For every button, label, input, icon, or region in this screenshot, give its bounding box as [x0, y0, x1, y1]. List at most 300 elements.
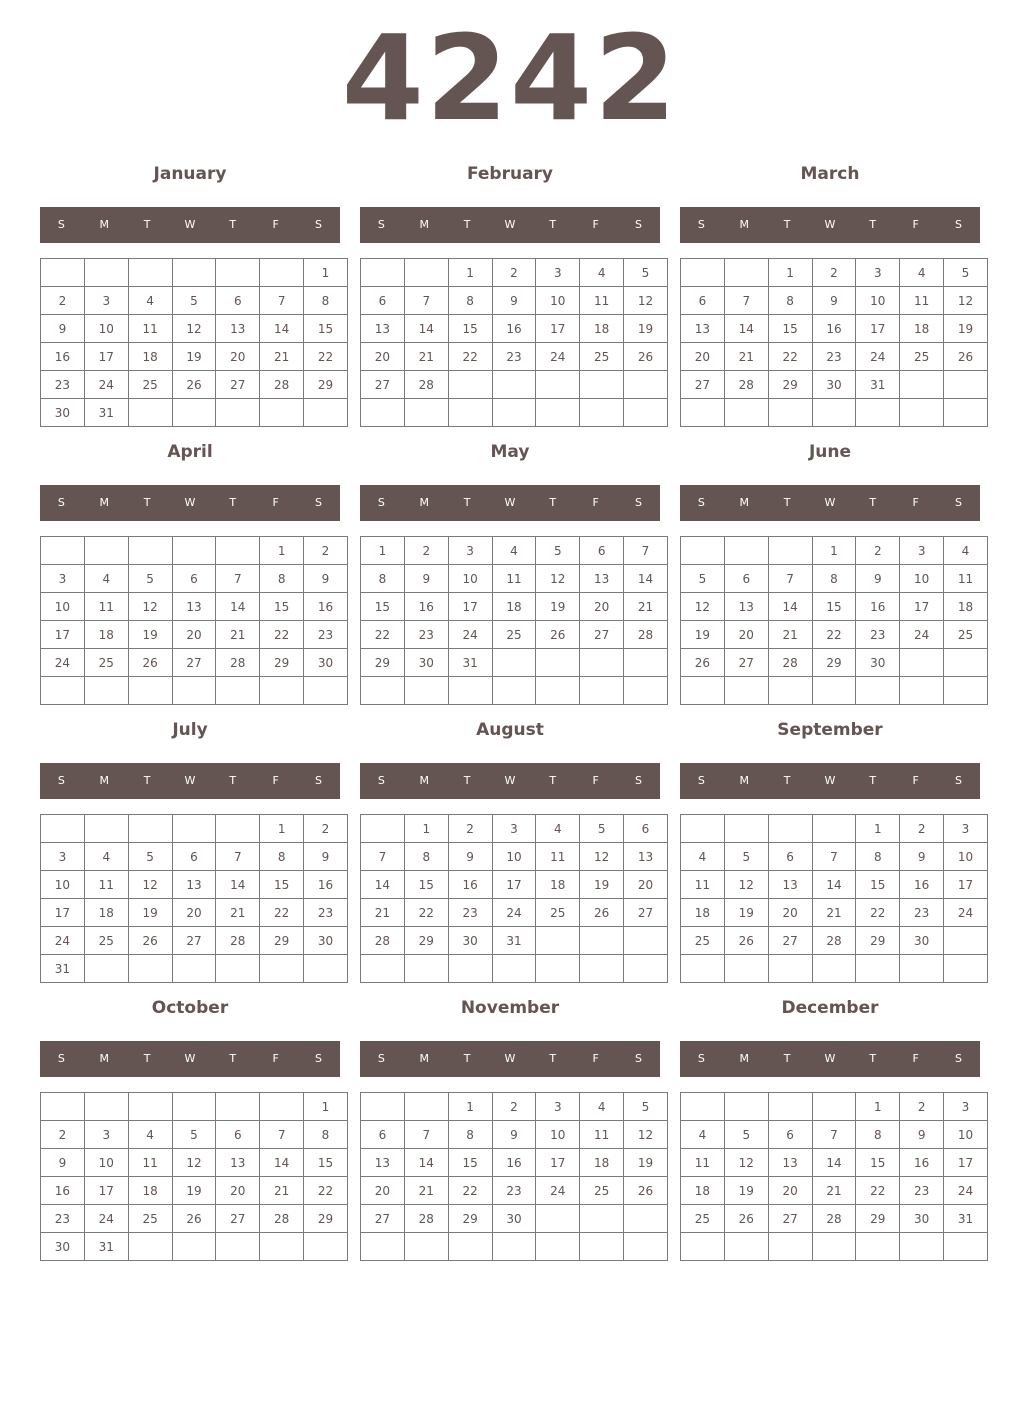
day-cell: 30: [304, 927, 348, 955]
day-cell: 6: [361, 1121, 405, 1149]
weekday-label: S: [954, 1052, 962, 1065]
day-cell: 5: [724, 843, 768, 871]
day-cell: 5: [128, 565, 172, 593]
month-march: [680, 162, 980, 428]
empty-day-cell: [724, 1233, 768, 1261]
day-cell: 15: [768, 315, 812, 343]
day-cell: 11: [580, 287, 624, 315]
week-row: [681, 371, 988, 399]
day-cell: 19: [724, 1177, 768, 1205]
week-row: [361, 1205, 668, 1233]
day-cell: 17: [41, 621, 85, 649]
day-cell: 2: [404, 537, 448, 565]
empty-day-cell: [172, 537, 216, 565]
day-cell: 23: [41, 371, 85, 399]
day-cell: 16: [448, 871, 492, 899]
day-cell: 4: [536, 815, 580, 843]
day-cell: 7: [812, 1121, 856, 1149]
weekday-label: T: [549, 496, 557, 509]
day-cell: 31: [84, 399, 128, 427]
week-row: [681, 1121, 988, 1149]
week-row: [681, 287, 988, 315]
day-cell: 3: [84, 287, 128, 315]
day-cell: 15: [260, 593, 304, 621]
day-cell: 20: [216, 343, 260, 371]
empty-day-cell: [580, 1233, 624, 1261]
day-cell: 13: [172, 593, 216, 621]
empty-day-cell: [84, 677, 128, 705]
weekday-label: S: [314, 496, 322, 509]
empty-day-cell: [768, 1233, 812, 1261]
empty-day-cell: [216, 815, 260, 843]
month-name: January: [153, 164, 227, 184]
weekday-header: [40, 1041, 340, 1077]
day-cell: 22: [260, 899, 304, 927]
week-row: [681, 815, 988, 843]
day-cell: 19: [172, 1177, 216, 1205]
day-cell: 29: [768, 371, 812, 399]
day-cell: 3: [944, 815, 988, 843]
weekday-label: W: [824, 218, 836, 231]
day-cell: 21: [216, 621, 260, 649]
day-cell: 15: [304, 1149, 348, 1177]
day-cell: 24: [944, 899, 988, 927]
day-grid: [40, 536, 348, 705]
empty-day-cell: [536, 1233, 580, 1261]
week-row: [41, 927, 348, 955]
empty-day-cell: [724, 399, 768, 427]
day-cell: 3: [856, 259, 900, 287]
day-cell: 16: [812, 315, 856, 343]
day-cell: 13: [768, 1149, 812, 1177]
weekday-label: W: [824, 774, 836, 787]
day-cell: 9: [900, 1121, 944, 1149]
day-cell: 3: [41, 843, 85, 871]
weekday-label: S: [377, 218, 385, 231]
week-row: [681, 649, 988, 677]
day-cell: 1: [304, 1093, 348, 1121]
weekday-label: S: [634, 496, 642, 509]
day-cell: 13: [361, 1149, 405, 1177]
month-name: July: [172, 720, 208, 740]
empty-day-cell: [128, 259, 172, 287]
day-cell: 18: [580, 1149, 624, 1177]
weekday-label: T: [869, 218, 877, 231]
day-cell: 18: [580, 315, 624, 343]
empty-day-cell: [128, 815, 172, 843]
day-cell: 21: [361, 899, 405, 927]
day-cell: 18: [681, 899, 725, 927]
day-cell: 24: [84, 371, 128, 399]
day-cell: 17: [536, 1149, 580, 1177]
day-cell: 9: [404, 565, 448, 593]
week-row: [41, 1149, 348, 1177]
weekday-label: F: [912, 218, 919, 231]
day-cell: 1: [856, 815, 900, 843]
day-cell: 23: [812, 343, 856, 371]
day-cell: 7: [216, 843, 260, 871]
day-cell: 24: [492, 899, 536, 927]
empty-day-cell: [944, 371, 988, 399]
day-cell: 8: [304, 1121, 348, 1149]
day-cell: 17: [448, 593, 492, 621]
day-cell: 25: [900, 343, 944, 371]
day-cell: 26: [536, 621, 580, 649]
day-cell: 18: [492, 593, 536, 621]
day-cell: 23: [304, 621, 348, 649]
day-cell: 7: [361, 843, 405, 871]
month-name: May: [490, 442, 530, 462]
empty-day-cell: [216, 259, 260, 287]
day-cell: 4: [900, 259, 944, 287]
day-cell: 8: [768, 287, 812, 315]
day-cell: 7: [624, 537, 668, 565]
day-cell: 2: [492, 1093, 536, 1121]
day-cell: 25: [128, 1205, 172, 1233]
day-cell: 7: [812, 843, 856, 871]
day-cell: 27: [172, 649, 216, 677]
day-cell: 29: [361, 649, 405, 677]
weekday-label: S: [697, 1052, 705, 1065]
month-february: [360, 162, 660, 428]
day-cell: 23: [900, 899, 944, 927]
day-cell: 21: [404, 1177, 448, 1205]
weekday-label: M: [99, 1052, 110, 1065]
empty-day-cell: [361, 1093, 405, 1121]
week-row: [361, 565, 668, 593]
empty-day-cell: [128, 955, 172, 983]
weekday-label: W: [504, 1052, 516, 1065]
weekday-header: [680, 763, 980, 799]
week-row: [361, 287, 668, 315]
weekday-header: [40, 485, 340, 521]
empty-day-cell: [216, 955, 260, 983]
month-april: [40, 440, 340, 706]
day-cell: 28: [768, 649, 812, 677]
week-row: [41, 1177, 348, 1205]
day-cell: 27: [361, 1205, 405, 1233]
empty-day-cell: [812, 399, 856, 427]
empty-day-cell: [128, 1233, 172, 1261]
day-cell: 29: [448, 1205, 492, 1233]
day-cell: 4: [580, 1093, 624, 1121]
day-cell: 19: [724, 899, 768, 927]
empty-day-cell: [492, 649, 536, 677]
day-cell: 15: [260, 871, 304, 899]
day-cell: 8: [404, 843, 448, 871]
year-title: 4242: [341, 9, 679, 147]
day-cell: 14: [812, 1149, 856, 1177]
day-cell: 28: [812, 1205, 856, 1233]
day-cell: 9: [492, 287, 536, 315]
weekday-label: S: [954, 218, 962, 231]
day-cell: 12: [724, 1149, 768, 1177]
day-cell: 30: [41, 1233, 85, 1261]
day-cell: 22: [304, 343, 348, 371]
weekday-label: M: [99, 774, 110, 787]
empty-day-cell: [724, 1093, 768, 1121]
empty-day-cell: [768, 815, 812, 843]
day-cell: 20: [580, 593, 624, 621]
empty-day-cell: [681, 399, 725, 427]
empty-day-cell: [768, 955, 812, 983]
empty-day-cell: [172, 399, 216, 427]
day-cell: 24: [536, 343, 580, 371]
empty-day-cell: [41, 677, 85, 705]
week-row: [41, 677, 348, 705]
day-cell: 13: [216, 315, 260, 343]
weekday-label: F: [272, 774, 279, 787]
week-row: [41, 287, 348, 315]
day-cell: 10: [84, 1149, 128, 1177]
day-cell: 26: [128, 649, 172, 677]
empty-day-cell: [724, 955, 768, 983]
day-cell: 14: [216, 871, 260, 899]
week-row: [361, 537, 668, 565]
day-cell: 11: [580, 1121, 624, 1149]
day-cell: 24: [84, 1205, 128, 1233]
empty-day-cell: [260, 677, 304, 705]
weekday-header: [40, 763, 340, 799]
weekday-label: F: [272, 218, 279, 231]
day-cell: 10: [856, 287, 900, 315]
day-cell: 25: [580, 343, 624, 371]
day-cell: 8: [812, 565, 856, 593]
month-may: [360, 440, 660, 706]
day-cell: 18: [536, 871, 580, 899]
day-cell: 7: [404, 287, 448, 315]
day-cell: 4: [84, 565, 128, 593]
day-cell: 3: [448, 537, 492, 565]
week-row: [681, 259, 988, 287]
week-row: [681, 1177, 988, 1205]
day-cell: 29: [856, 927, 900, 955]
empty-day-cell: [41, 537, 85, 565]
empty-day-cell: [304, 955, 348, 983]
weekday-label: T: [783, 218, 791, 231]
weekday-label: W: [184, 774, 196, 787]
day-cell: 18: [128, 343, 172, 371]
day-cell: 14: [812, 871, 856, 899]
day-cell: 9: [304, 565, 348, 593]
day-cell: 1: [361, 537, 405, 565]
day-cell: 22: [361, 621, 405, 649]
week-row: [361, 1149, 668, 1177]
week-row: [361, 899, 668, 927]
week-row: [681, 1205, 988, 1233]
day-cell: 25: [84, 649, 128, 677]
day-cell: 19: [681, 621, 725, 649]
day-cell: 20: [681, 343, 725, 371]
day-cell: 10: [492, 843, 536, 871]
day-cell: 25: [492, 621, 536, 649]
week-row: [681, 343, 988, 371]
week-row: [361, 1177, 668, 1205]
week-row: [361, 815, 668, 843]
day-cell: 24: [900, 621, 944, 649]
day-cell: 25: [681, 927, 725, 955]
day-cell: 30: [900, 1205, 944, 1233]
day-cell: 19: [944, 315, 988, 343]
day-grid: [40, 258, 348, 427]
day-cell: 6: [172, 565, 216, 593]
day-cell: 7: [260, 1121, 304, 1149]
day-cell: 22: [260, 621, 304, 649]
day-cell: 25: [128, 371, 172, 399]
day-cell: 1: [448, 259, 492, 287]
day-grid: [40, 1092, 348, 1261]
empty-day-cell: [681, 677, 725, 705]
empty-day-cell: [681, 259, 725, 287]
day-cell: 3: [900, 537, 944, 565]
empty-day-cell: [580, 371, 624, 399]
empty-day-cell: [768, 1093, 812, 1121]
empty-day-cell: [41, 815, 85, 843]
day-cell: 1: [304, 259, 348, 287]
day-cell: 4: [84, 843, 128, 871]
weekday-label: W: [824, 1052, 836, 1065]
empty-day-cell: [128, 537, 172, 565]
weekday-label: T: [783, 1052, 791, 1065]
day-cell: 30: [812, 371, 856, 399]
day-cell: 7: [260, 287, 304, 315]
weekday-label: W: [504, 218, 516, 231]
day-cell: 5: [128, 843, 172, 871]
month-january: [40, 162, 340, 428]
empty-day-cell: [260, 955, 304, 983]
day-cell: 10: [900, 565, 944, 593]
empty-day-cell: [812, 1093, 856, 1121]
day-cell: 14: [624, 565, 668, 593]
week-row: [41, 843, 348, 871]
week-row: [361, 371, 668, 399]
weekday-label: W: [184, 1052, 196, 1065]
empty-day-cell: [856, 677, 900, 705]
empty-day-cell: [84, 259, 128, 287]
day-cell: 29: [260, 927, 304, 955]
weekday-label: S: [314, 218, 322, 231]
empty-day-cell: [768, 677, 812, 705]
day-cell: 11: [681, 871, 725, 899]
day-cell: 9: [448, 843, 492, 871]
empty-day-cell: [260, 259, 304, 287]
day-cell: 29: [304, 371, 348, 399]
week-row: [41, 259, 348, 287]
day-cell: 3: [536, 259, 580, 287]
weekday-label: F: [912, 496, 919, 509]
day-cell: 22: [304, 1177, 348, 1205]
empty-day-cell: [944, 1233, 988, 1261]
empty-day-cell: [812, 955, 856, 983]
day-cell: 20: [361, 1177, 405, 1205]
empty-day-cell: [536, 927, 580, 955]
day-cell: 5: [172, 1121, 216, 1149]
day-cell: 23: [492, 343, 536, 371]
empty-day-cell: [172, 815, 216, 843]
day-cell: 24: [856, 343, 900, 371]
day-cell: 1: [404, 815, 448, 843]
weekday-label: M: [419, 774, 430, 787]
day-cell: 14: [260, 1149, 304, 1177]
day-cell: 15: [404, 871, 448, 899]
day-cell: 26: [944, 343, 988, 371]
weekday-label: T: [463, 218, 471, 231]
day-cell: 21: [768, 621, 812, 649]
day-cell: 11: [84, 871, 128, 899]
day-cell: 17: [944, 1149, 988, 1177]
weekday-label: F: [272, 1052, 279, 1065]
month-september: [680, 718, 980, 984]
day-cell: 22: [448, 343, 492, 371]
day-cell: 10: [448, 565, 492, 593]
day-cell: 13: [361, 315, 405, 343]
empty-day-cell: [404, 1233, 448, 1261]
weekday-label: S: [377, 1052, 385, 1065]
day-cell: 24: [448, 621, 492, 649]
day-cell: 27: [172, 927, 216, 955]
day-cell: 21: [260, 343, 304, 371]
day-cell: 26: [681, 649, 725, 677]
empty-day-cell: [536, 1205, 580, 1233]
day-cell: 31: [492, 927, 536, 955]
day-cell: 27: [216, 371, 260, 399]
empty-day-cell: [304, 677, 348, 705]
day-cell: 20: [216, 1177, 260, 1205]
day-cell: 25: [84, 927, 128, 955]
empty-day-cell: [724, 677, 768, 705]
empty-day-cell: [448, 1233, 492, 1261]
day-cell: 21: [404, 343, 448, 371]
weekday-label: S: [697, 218, 705, 231]
empty-day-cell: [361, 815, 405, 843]
day-cell: 11: [128, 1149, 172, 1177]
day-cell: 6: [768, 1121, 812, 1149]
empty-day-cell: [448, 955, 492, 983]
empty-day-cell: [172, 955, 216, 983]
week-row: [361, 259, 668, 287]
empty-day-cell: [812, 815, 856, 843]
day-cell: 12: [172, 1149, 216, 1177]
day-cell: 10: [944, 843, 988, 871]
day-cell: 31: [448, 649, 492, 677]
weekday-label: S: [634, 1052, 642, 1065]
day-cell: 28: [812, 927, 856, 955]
day-cell: 27: [724, 649, 768, 677]
weekday-label: T: [869, 774, 877, 787]
day-cell: 4: [944, 537, 988, 565]
day-cell: 30: [304, 649, 348, 677]
day-cell: 5: [536, 537, 580, 565]
day-cell: 19: [624, 315, 668, 343]
month-july: [40, 718, 340, 984]
day-cell: 28: [260, 1205, 304, 1233]
day-cell: 6: [216, 287, 260, 315]
week-row: [41, 815, 348, 843]
weekday-label: F: [912, 1052, 919, 1065]
day-cell: 27: [624, 899, 668, 927]
day-grid: [360, 1092, 668, 1261]
month-june: [680, 440, 980, 706]
month-december: [680, 996, 980, 1262]
day-cell: 11: [492, 565, 536, 593]
empty-day-cell: [580, 649, 624, 677]
empty-day-cell: [304, 399, 348, 427]
week-row: [41, 1205, 348, 1233]
day-cell: 28: [361, 927, 405, 955]
day-cell: 12: [128, 593, 172, 621]
day-grid: [360, 814, 668, 983]
empty-day-cell: [944, 955, 988, 983]
